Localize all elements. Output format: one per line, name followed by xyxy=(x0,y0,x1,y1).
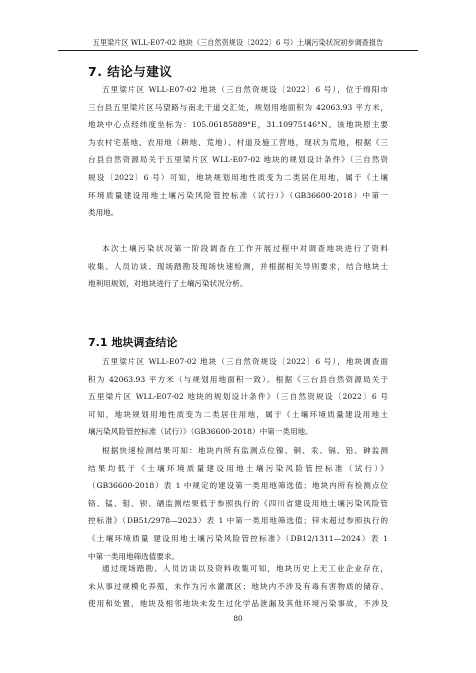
section-title-conclusions: 7. 结论与建议 xyxy=(88,64,173,79)
site-survey-paragraph-3 xyxy=(88,560,388,613)
text-line: 根据快速检测结果可知：地块内所有监测点位镍、铜、汞、镉、铅、砷监测 xyxy=(102,446,388,455)
text-line: 三台县五里梁片区马望路与南北干道交汇处，规划用地面积为 42063.93 平方米， xyxy=(88,102,388,112)
text-line: 为农村宅基地、农用地（耕地、荒地）、村道及施工营地，现状为荒地，根据《三 xyxy=(88,137,388,147)
text-line: 结果均低于《土壤环境质量建设用地土壤污染风险管控标准（试行）》 xyxy=(88,463,388,473)
text-line: 本次土壤污染状况第一阶段调查在工作开展过程中对调查地块进行了资料 xyxy=(102,244,388,253)
text-line: 规设〔2022〕6 号）可知，地块规划用地性质变为二类居住用地，属于《土壤 xyxy=(88,172,388,182)
text-line: 未从事过规模化养殖，未作为污水灌溉区；地块内不涉及有毒有害物质的储存、 xyxy=(88,581,388,591)
conclusion-paragraph-1 xyxy=(88,81,388,222)
text-line: 台县自然资源局关于五里梁片区 WLL-E07-02 地块的规划设计条件》（三自然资 xyxy=(88,155,388,165)
text-line: 《土壤环境质量 建设用地土壤污染风险管控标准》（DB12/1311—2024）表 1 xyxy=(88,533,388,543)
text-line: 类用地。 xyxy=(88,208,119,218)
text-line: 中第一类用地筛选值要求。 xyxy=(88,551,180,561)
page-header: 五里梁片区 WLL-E07-02 地块（三自然资规设〔2022〕6 号）土壤污染状况初步调查报告 xyxy=(58,38,418,51)
text-line: 地利用规划，对地块进行了土壤污染状况分析。 xyxy=(88,279,248,289)
text-line: 壤污染风险管控标准（试行）》（GB36600-2018）中第一类用地。 xyxy=(88,427,313,437)
text-line: 使用和处置，地块及相邻地块未发生过化学品泄漏及其他环境污染事故，不涉及 xyxy=(88,599,388,609)
page-number: 80 xyxy=(233,615,243,623)
text-line: 控标准》（DB51/2978—2023）表 1 中第一类用地筛选值；锌未超过参照执行的 xyxy=(88,516,388,526)
site-survey-paragraph-1 xyxy=(88,353,388,441)
site-survey-paragraph-2 xyxy=(88,442,388,565)
text-line: （GB36600-2018）表 1 中规定的建设第一类用地筛选值；地块内所有检测点位 xyxy=(88,481,388,491)
text-line: 五里梁片区 WLL-E07-02 地块的规划设计条件》（三自然资规设〔2022〕6 号 xyxy=(88,392,388,402)
text-line: 通过现场踏勘、人员访谈以及资料收集可知，地块历史上无工业企业存在， xyxy=(102,564,388,573)
subsection-title-site-survey: 7.1 地块调查结论 xyxy=(88,336,178,349)
text-line: 收集、人员访谈、现场踏勘及现场快速检测，并根据相关导则要求，结合地块土 xyxy=(88,261,388,271)
text-line: 可知，地块规划用地性质变为二类居住用地，属于《土壤环境质量建设用地土 xyxy=(88,409,388,419)
conclusion-paragraph-2 xyxy=(88,240,388,293)
text-line: 五里梁片区 WLL-E07-02 地块（三自然资规设〔2022〕6 号），地块调查面 xyxy=(102,357,388,366)
text-line: 环境质量建设用地土壤污染风险管控标准（试行）》（GB36600-2018）中第一 xyxy=(88,190,388,200)
text-line: 铬、锰、钼、钡、硒监测结果低于参照执行的《四川省建设用地土壤污染风险管 xyxy=(88,498,388,508)
text-line: 地块中心点经纬度坐标为：105.06185889°E，31.10975146°N。该地块原主要 xyxy=(88,120,388,130)
text-line: 五里梁片区 WLL-E07-02 地块（三自然资规设〔2022〕6 号），位于绵阳市 xyxy=(102,85,388,94)
text-line: 积为 42063.93 平方米（与规划用地面积一致）。根据《三台县自然资源局关于 xyxy=(88,374,388,384)
